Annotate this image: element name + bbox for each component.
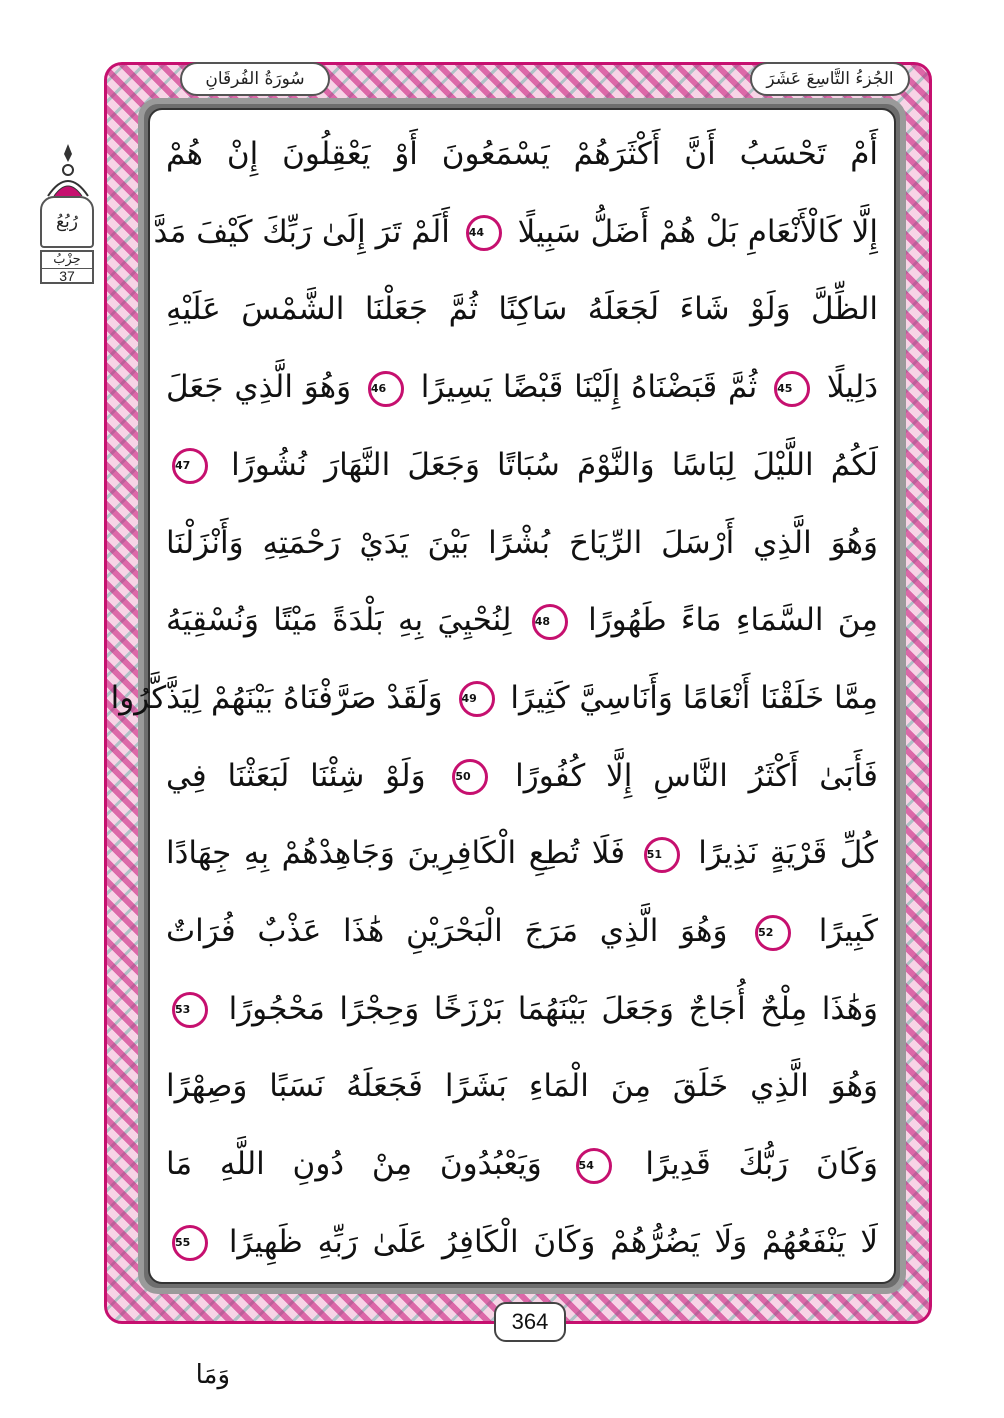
text-line bbox=[152, 740, 892, 812]
quran-text bbox=[110, 118, 892, 1278]
line-text: لَكُمُ اللَّيْلَ لِبَاسًا وَالنَّوْمَ سُبَاتًا وَجَعَلَ النَّهَارَ نُشُورًا bbox=[231, 446, 878, 483]
line-text: لِنُحْيِيَ بِهِ بَلْدَةً مَيْتًا وَنُسْقِيَهُ bbox=[166, 602, 512, 639]
line-text: إِلَّا كَالْأَنْعَامِ بَلْ هُمْ أَضَلُّ سَبِيلًا bbox=[517, 213, 878, 250]
line-text: وَهُوَ الَّذِي جَعَلَ bbox=[166, 369, 352, 406]
text-line bbox=[152, 895, 892, 967]
line-text: وَهُوَ الَّذِي أَرْسَلَ الرِّيَاحَ بُشْرًا بَيْنَ يَدَيْ رَحْمَتِهِ وَأَنْزَلْنَا bbox=[166, 524, 878, 561]
text-line bbox=[152, 1206, 892, 1278]
line-text: وَلَقَدْ صَرَّفْنَاهُ بَيْنَهُمْ لِيَذَّكَّرُوا bbox=[110, 679, 443, 716]
line-text: وَهُوَ الَّذِي خَلَقَ مِنَ الْمَاءِ بَشَرًا فَجَعَلَهُ نَسَبًا وَصِهْرًا bbox=[166, 1068, 878, 1105]
line-text: كَبِيرًا bbox=[818, 913, 878, 950]
ayah-number-marker: 49 bbox=[459, 681, 495, 717]
line-text: لَا يَنْفَعُهُمْ وَلَا يَضُرُّهُمْ وَكَانَ الْكَافِرُ عَلَىٰ رَبِّهِ ظَهِيرًا bbox=[228, 1223, 878, 1260]
ayah-number-marker: 47 bbox=[172, 448, 208, 484]
surah-label: سُورَةُ الفُرقَانِ bbox=[205, 69, 305, 89]
page-number-text: 364 bbox=[511, 1309, 549, 1334]
line-text: كُلِّ قَرْيَةٍ نَذِيرًا bbox=[698, 835, 879, 872]
line-text: ثُمَّ قَبَضْنَاهُ إِلَيْنَا قَبْضًا يَسِيرًا bbox=[420, 369, 758, 406]
text-line bbox=[152, 584, 892, 656]
juz-label: الجُزءُ التَّاسِعَ عَشَرَ bbox=[766, 69, 894, 89]
ayah-number-marker: 44 bbox=[466, 215, 502, 251]
ayah-number-marker: 53 bbox=[172, 992, 208, 1028]
rub-label-box bbox=[40, 196, 94, 248]
line-text: وَهَٰذَا مِلْحٌ أُجَاجٌ وَجَعَلَ بَيْنَهُمَا بَرْزَخًا وَحِجْرًا مَحْجُورًا bbox=[228, 990, 878, 1027]
text-line bbox=[152, 429, 892, 501]
surah-header bbox=[180, 62, 330, 96]
ayah-number-marker: 52 bbox=[755, 915, 791, 951]
catchword-text: وَمَا bbox=[195, 1360, 230, 1390]
text-line bbox=[152, 1050, 892, 1122]
line-text: وَلَوْ شِئْنَا لَبَعَثْنَا فِي bbox=[166, 757, 426, 794]
text-line bbox=[152, 196, 892, 268]
line-text: وَيَعْبُدُونَ مِنْ دُونِ اللَّهِ مَا bbox=[166, 1146, 542, 1183]
ayah-number-marker: 51 bbox=[644, 837, 680, 873]
line-text: مِنَ السَّمَاءِ مَاءً طَهُورًا bbox=[588, 602, 878, 639]
hizb-box bbox=[40, 250, 94, 284]
ayah-number-marker: 45 bbox=[774, 371, 810, 407]
text-line bbox=[152, 351, 892, 423]
rub-label: رُبُعُ bbox=[56, 212, 78, 232]
catchword bbox=[150, 1360, 230, 1400]
line-text: وَهُوَ الَّذِي مَرَجَ الْبَحْرَيْنِ هَٰذَا عَذْبٌ فُرَاتٌ bbox=[166, 913, 728, 950]
text-line bbox=[152, 507, 892, 579]
text-line bbox=[152, 817, 892, 889]
text-line bbox=[152, 273, 892, 345]
line-text: أَمْ تَحْسَبُ أَنَّ أَكْثَرَهُمْ يَسْمَعُونَ أَوْ يَعْقِلُونَ إِنْ هُمْ bbox=[166, 136, 878, 172]
line-text: مِمَّا خَلَقْنَا أَنْعَامًا وَأَنَاسِيَّ كَثِيرًا bbox=[510, 679, 878, 716]
line-text: الظِّلَّ وَلَوْ شَاءَ لَجَعَلَهُ سَاكِنًا ثُمَّ جَعَلْنَا الشَّمْسَ عَلَيْهِ bbox=[166, 291, 878, 328]
text-line bbox=[152, 118, 892, 190]
line-text: دَلِيلًا bbox=[826, 369, 878, 406]
hizb-number: 37 bbox=[42, 268, 92, 283]
ayah-number-marker: 48 bbox=[532, 604, 568, 640]
text-line bbox=[152, 973, 892, 1045]
text-line bbox=[152, 1128, 892, 1200]
line-text: وَكَانَ رَبُّكَ قَدِيرًا bbox=[645, 1146, 878, 1183]
text-line bbox=[110, 662, 892, 734]
juz-header bbox=[750, 62, 910, 96]
line-text: فَأَبَىٰ أَكْثَرُ النَّاسِ إِلَّا كُفُورًا bbox=[515, 757, 878, 794]
ayah-number-marker: 50 bbox=[452, 759, 488, 795]
line-text: أَلَمْ تَرَ إِلَىٰ رَبِّكَ كَيْفَ مَدَّ bbox=[153, 213, 450, 250]
ayah-number-marker: 54 bbox=[576, 1148, 612, 1184]
hizb-label: حِزْبُ bbox=[53, 252, 81, 267]
ayah-number-marker: 46 bbox=[368, 371, 404, 407]
page-number bbox=[494, 1302, 566, 1342]
ayah-number-marker: 55 bbox=[172, 1225, 208, 1261]
line-text: فَلَا تُطِعِ الْكَافِرِينَ وَجَاهِدْهُمْ بِهِ جِهَادًا bbox=[166, 835, 626, 872]
